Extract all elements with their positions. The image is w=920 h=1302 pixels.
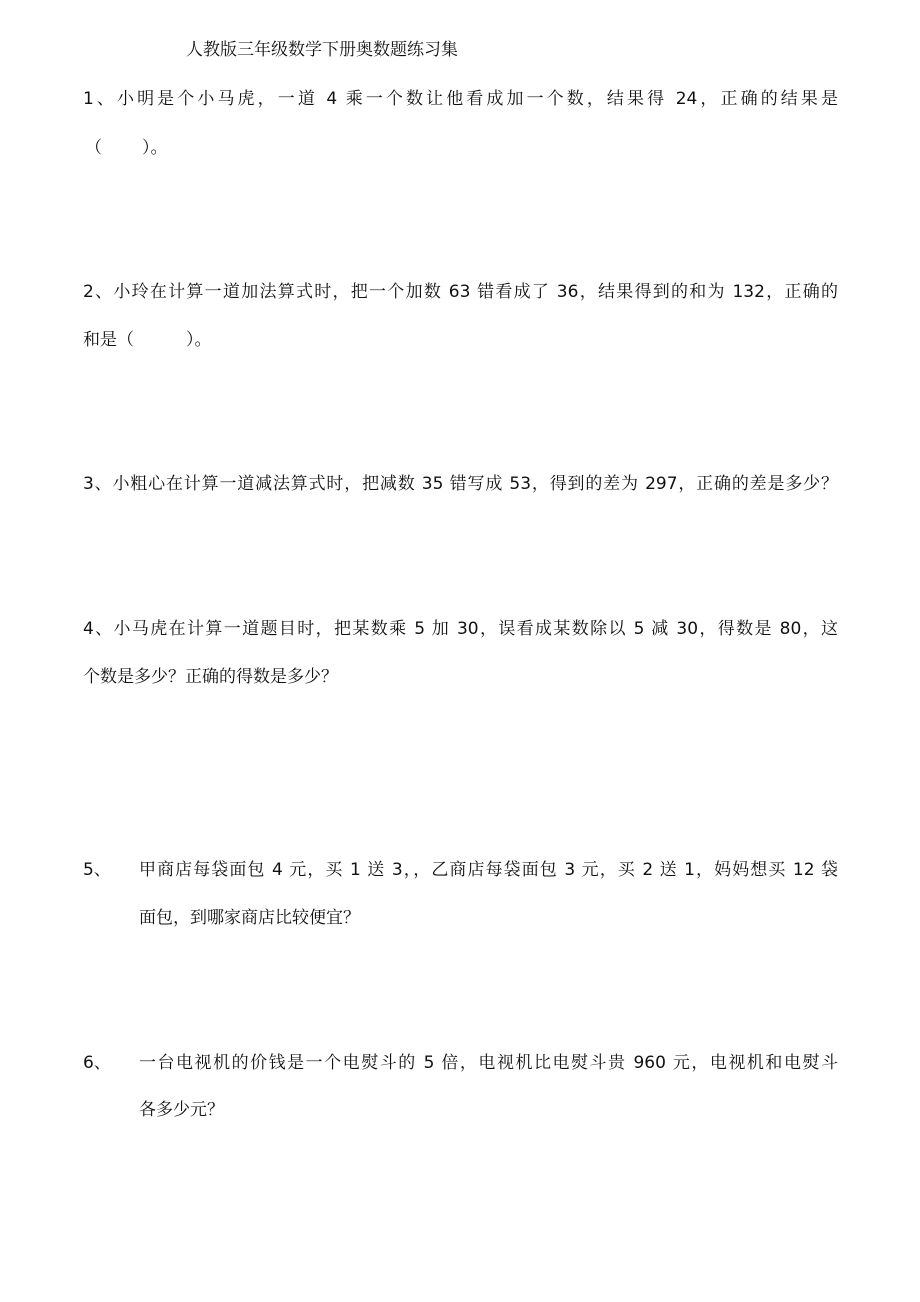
question-6-line-1: 一台电视机的价钱是一个电熨斗的 5 倍，电视机比电熨斗贵 960 元，电视机和电熨斗 [139, 1053, 838, 1073]
question-4-line-2: 个数是多少？正确的得数是多少？ [83, 667, 338, 687]
question-6-line-2: 各多少元？ [139, 1100, 224, 1120]
question-1-line-1: 1、小明是个小马虎，一道 4 乘一个数让他看成加一个数，结果得 24，正确的结果是 [83, 89, 838, 109]
question-6-number: 6、 [83, 1053, 111, 1073]
question-1-answer-blank [85, 136, 840, 160]
question-1-open-paren: （ [85, 138, 102, 158]
question-2-close-paren: ）。 [186, 330, 212, 350]
question-4-line-1: 4、小马虎在计算一道题目时，把某数乘 5 加 30，误看成某数除以 5 减 30，得数是 80，这 [83, 619, 838, 639]
question-5-line-2: 面包，到哪家商店比较便宜？ [139, 908, 360, 928]
question-2-line-2 [83, 328, 838, 352]
question-5-number: 5、 [83, 860, 111, 880]
question-2-line-1: 2、小玲在计算一道加法算式时，把一个加数 63 错看成了 36，结果得到的和为 132，正确的 [83, 282, 838, 302]
question-1-close-paren: ）。 [142, 138, 168, 158]
page-title: 人教版三年级数学下册奥数题练习集 [186, 40, 458, 60]
question-5-line-1: 甲商店每袋面包 4 元，买 1 送 3，，乙商店每袋面包 3 元，买 2 送 1，妈妈想买 12 袋 [139, 860, 838, 880]
question-3-line-1: 3、小粗心在计算一道减法算式时，把减数 35 错写成 53，得到的差为 297，正确的差是多少？ [83, 474, 838, 494]
question-2-prefix: 和是（ [83, 330, 134, 350]
